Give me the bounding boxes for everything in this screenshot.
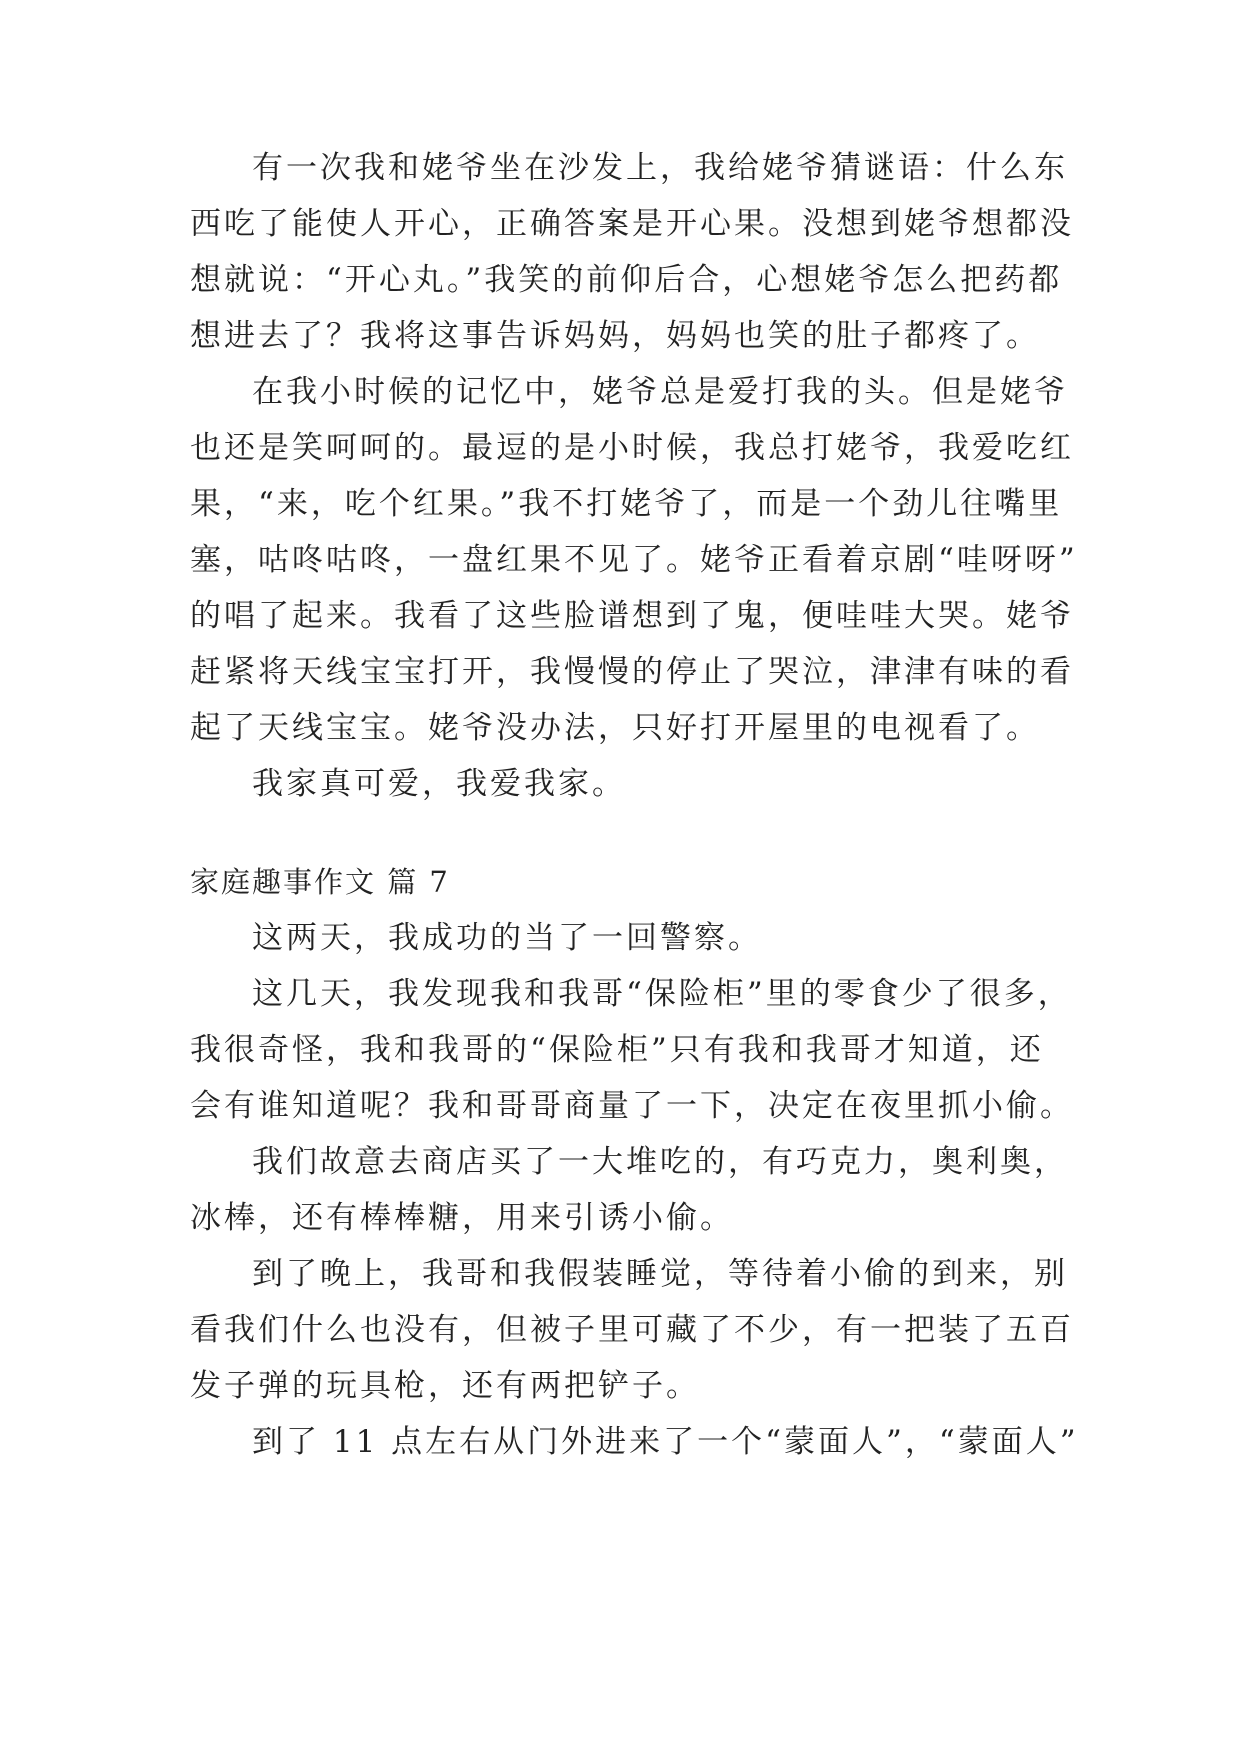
text-line: 有一次我和姥爷坐在沙发上，我给姥爷猜谜语：什么东 — [252, 150, 1068, 186]
text-line: 到了晚上，我哥和我假装睡觉，等待着小偷的到来，别 — [252, 1256, 1068, 1292]
text-line: 起了天线宝宝。姥爷没办法，只好打开屋里的电视看了。 — [190, 710, 1040, 746]
text-line: 冰棒，还有棒棒糖，用来引诱小偷。 — [190, 1200, 734, 1236]
text-line: 西吃了能使人开心，正确答案是开心果。没想到姥爷想都没 — [190, 206, 1074, 242]
text-line: 到了 11 点左右从门外进来了一个“蒙面人”，“蒙面人” — [252, 1424, 1079, 1460]
text-line: 我很奇怪，我和我哥的“保险柜”只有我和我哥才知道，还 — [190, 1032, 1044, 1068]
text-line: 也还是笑呵呵的。最逗的是小时候，我总打姥爷，我爱吃红 — [190, 430, 1074, 466]
text-line: 果，“来，吃个红果。”我不打姥爷了，而是一个劲儿往嘴里 — [190, 486, 1063, 522]
text-line: 的唱了起来。我看了这些脸谱想到了鬼，便哇哇大哭。姥爷 — [190, 598, 1074, 634]
text-line: 塞，咕咚咕咚，一盘红果不见了。姥爷正看着京剧“哇呀呀” — [190, 542, 1078, 578]
text-line: 我们故意去商店买了一大堆吃的，有巧克力，奥利奥， — [252, 1144, 1068, 1180]
text-line: 我家真可爱，我爱我家。 — [252, 766, 626, 802]
text-line: 赶紧将天线宝宝打开，我慢慢的停止了哭泣，津津有味的看 — [190, 654, 1074, 690]
text-line: 想进去了？我将这事告诉妈妈，妈妈也笑的肚子都疼了。 — [190, 318, 1040, 354]
section-heading: 家庭趣事作文 篇 7 — [190, 865, 450, 899]
text-line: 发子弹的玩具枪，还有两把铲子。 — [190, 1368, 700, 1404]
text-line: 这两天，我成功的当了一回警察。 — [252, 920, 762, 956]
text-line: 看我们什么也没有，但被子里可藏了不少，有一把装了五百 — [190, 1312, 1074, 1348]
text-line: 想就说：“开心丸。”我笑的前仰后合，心想姥爷怎么把药都 — [190, 262, 1063, 298]
text-line: 在我小时候的记忆中，姥爷总是爱打我的头。但是姥爷 — [252, 374, 1068, 410]
text-line: 会有谁知道呢？我和哥哥商量了一下，决定在夜里抓小偷。 — [190, 1088, 1074, 1124]
text-line: 这几天，我发现我和我哥“保险柜”里的零食少了很多， — [252, 976, 1072, 1012]
